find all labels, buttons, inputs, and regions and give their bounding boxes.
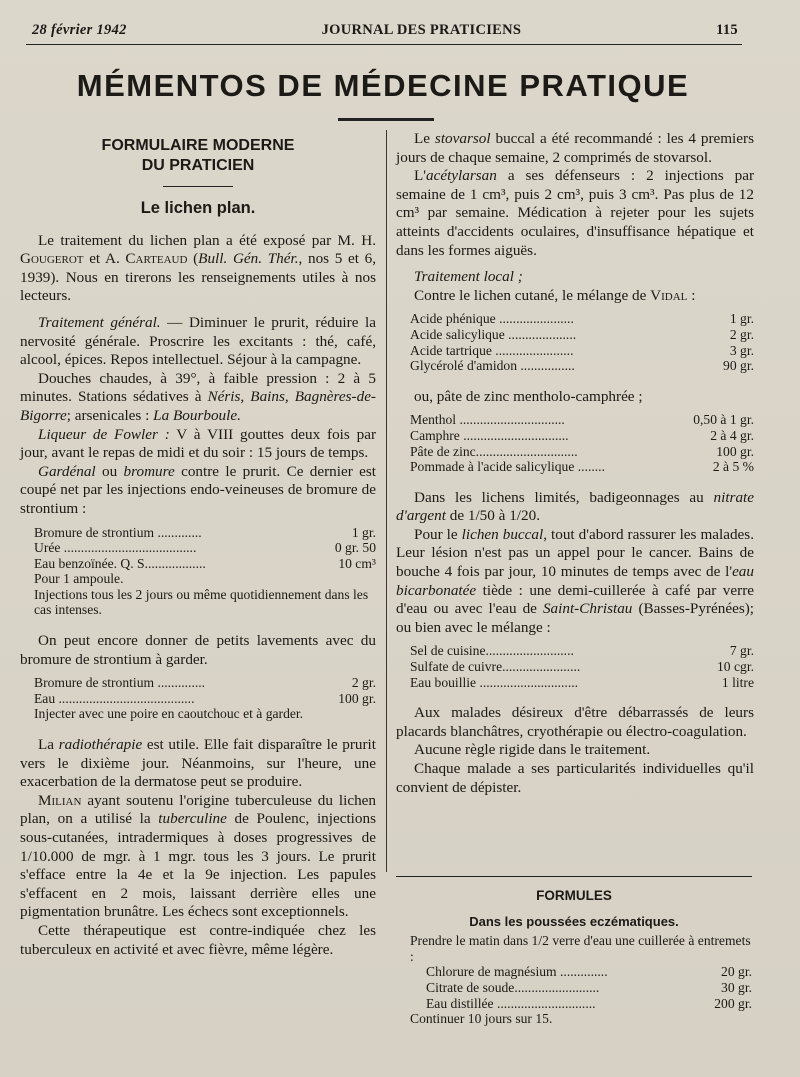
paragraph: Le traitement du lichen plan a été exposé par M. H. Gougerot et A. Carteaud (Bull. Gén. Thér., nos 5 et 6, 1939). Nous en tirerons les renseignements utiles à nos lecteurs. (20, 231, 377, 305)
formula-bain-bouche (396, 643, 754, 690)
page-title: MÉMENTOS DE MÉDECINE PRATIQUE (76, 68, 690, 103)
paragraph: Aucune règle rigide dans le traitement. (414, 741, 651, 759)
formula-row: Chlorure de magnésium .............. 20 gr. (426, 964, 752, 980)
formula-vidal (396, 311, 754, 373)
formula-row: Camphre ............................... 2 à 4 gr. (410, 427, 754, 443)
formula-lavement (20, 675, 376, 722)
formules-footer: Continuer 10 jours sur 15. (410, 1011, 553, 1027)
formula-row: Bromure de strontium ............. 1 gr. (34, 524, 376, 540)
formula-bromure-injection (20, 525, 376, 619)
header-rule (26, 44, 742, 45)
paragraph: La radiothérapie est utile. Elle fait disparaître le prurit vers le dixième jour. Néanmoins, sur l'heure, une exacerbation de la dermatose peut se produire. (20, 736, 376, 791)
title-rule (338, 118, 434, 121)
formula-row: Acide phénique ...................... 1 gr. (410, 311, 754, 327)
formula-row: Sel de cuisine.......................... 7 gr. (410, 643, 754, 659)
paragraph: Le stovarsol buccal a été recommandé : les 4 premiers jours de chaque semaine, 2 comprimés de stovarsol. (396, 130, 754, 166)
formula-row: Eau benzoïnée. Q. S.................. 10 cm³ (34, 555, 376, 571)
formula-row: Citrate de soude......................... 30 gr. (426, 979, 752, 995)
issue-date: 28 février 1942 (32, 22, 127, 38)
running-head (32, 22, 738, 39)
paragraph: L'acétylarsan a ses défenseurs : 2 injections par semaine de 1 cm³, puis 2 cm³, puis 3 cm³. Pas plus de 12 cm³ par semaine. Médication à rejeter pour les sujets atteints d'accidents oculaires, d'insuffisance hépatique et dans les formes aiguës. (396, 167, 754, 259)
formula-note: Injections tous les 2 jours ou même quotidiennement dans les cas intenses. (34, 586, 369, 618)
section-title: FORMULAIRE MODERNE DU PRATICIEN (101, 137, 295, 174)
right-column (396, 130, 754, 797)
journal-name: JOURNAL DES PRATICIENS (321, 22, 522, 38)
paragraph: Traitement général. — Diminuer le prurit, réduire la nervosité générale. Proscrire les excitants : thé, café, alcool, épices. Repos intellectuel. Séjour à la campagne. (20, 313, 376, 369)
formula-magnesium (396, 964, 752, 1011)
formula-row: Acide tartrique ....................... 3 gr. (410, 342, 754, 358)
section-rule (163, 186, 233, 187)
formula-row: Urée ....................................... 0 gr. 50 (34, 540, 376, 556)
formula-row: Glycérolé d'amidon ................ 90 gr. (410, 358, 754, 374)
formules-subtitle: Dans les poussées eczématiques. (469, 913, 679, 929)
formules-box (396, 888, 752, 1027)
formula-note: Injecter avec une poire en caoutchouc et à garder. (34, 706, 304, 722)
formula-row: Pommade à l'acide salicylique ........ 2 à 5 % (410, 459, 754, 475)
page-number: 115 (716, 22, 738, 38)
paragraph: Gardénal ou bromure contre le prurit. Ce dernier est coupé net par les injections endo-veineuses de bromure de strontium : (20, 462, 377, 517)
paragraph: ou, pâte de zinc mentholo-camphrée ; (414, 387, 643, 405)
formula-note: Pour 1 ampoule. (34, 571, 124, 587)
formula-row: Menthol ............................... 0,50 à 1 gr. (410, 412, 754, 428)
formula-row: Sulfate de cuivre....................... 10 cgr. (410, 659, 754, 675)
formules-intro: Prendre le matin dans 1/2 verre d'eau une cuillerée à entremets : (410, 933, 751, 964)
formules-rule (396, 876, 752, 877)
formula-row: Eau distillée ............................. 200 gr. (426, 995, 752, 1011)
paragraph: Aux malades désireux d'être débarrassés de leurs placards blanchâtres, cryothérapie ou électro-coagulation. (396, 704, 754, 740)
paragraph: Cette thérapeutique est contre-indiquée chez les tuberculeux en activité et avec fièvre, même légère. (20, 921, 376, 958)
formula-row: Acide salicylique .................... 2 gr. (410, 326, 754, 342)
paragraph: Chaque malade a ses particularités individuelles qu'il convient de dépister. (396, 760, 754, 796)
paragraph: Liqueur de Fowler : V à VIII gouttes deux fois par jour, avant le repas de midi et du soir : 15 jours de temps. (20, 425, 376, 462)
paragraph: Pour le lichen buccal, tout d'abord rassurer les malades. Leur lésion n'est pas un appel pour le cancer. Bains de bouche 4 fois par jour, 10 minutes de temps avec de l'eau bicarbonatée tiède : une demi-cuillerée à café par verre d'eau ou avec l'eau de Saint-Christau (Basses-Pyrénées); ou bien avec le mélange : (396, 525, 755, 636)
formula-pate-zinc (396, 412, 754, 474)
article-title: Le lichen plan. (140, 199, 256, 217)
paragraph: Douches chaudes, à 39°, à faible pression : 2 à 5 minutes. Stations sédatives à Néris, Bains, Bagnères-de-Bigorre; arsenicales : La Bourboule. (20, 369, 376, 424)
paragraph: On peut encore donner de petits lavements avec du bromure de strontium à garder. (20, 632, 376, 668)
formula-row: Eau bouillie ............................. 1 litre (410, 674, 754, 690)
left-column (20, 130, 376, 959)
formula-row: Bromure de strontium .............. 2 gr. (34, 675, 376, 691)
formula-row: Pâte de zinc.............................. 100 gr. (410, 443, 754, 459)
paragraph: Traitement local ; (414, 268, 523, 286)
paragraph: Contre le lichen cutané, le mélange de Vidal : (414, 286, 696, 304)
paragraph: Dans les lichens limités, badigeonnages au nitrate d'argent de 1/50 à 1/20. (396, 488, 754, 525)
column-divider (386, 130, 387, 872)
formules-title: FORMULES (536, 888, 612, 903)
paragraph: Milian ayant soutenu l'origine tuberculeuse du lichen plan, on a utilisé la tuberculine de Poulenc, injections sous-cutanées, intradermiques à doses progressives de 1/10.000 de mgr. à 1 mgr. tous les 3 jours. Le prurit s'efface entre la 4e et la 9e injection. Les papules s'effacent en 2 mois, laissant derrière elles une pigmentation brunâtre. Les échecs sont exceptionnels. (20, 791, 376, 921)
formula-row: Eau ........................................ 100 gr. (34, 690, 376, 706)
